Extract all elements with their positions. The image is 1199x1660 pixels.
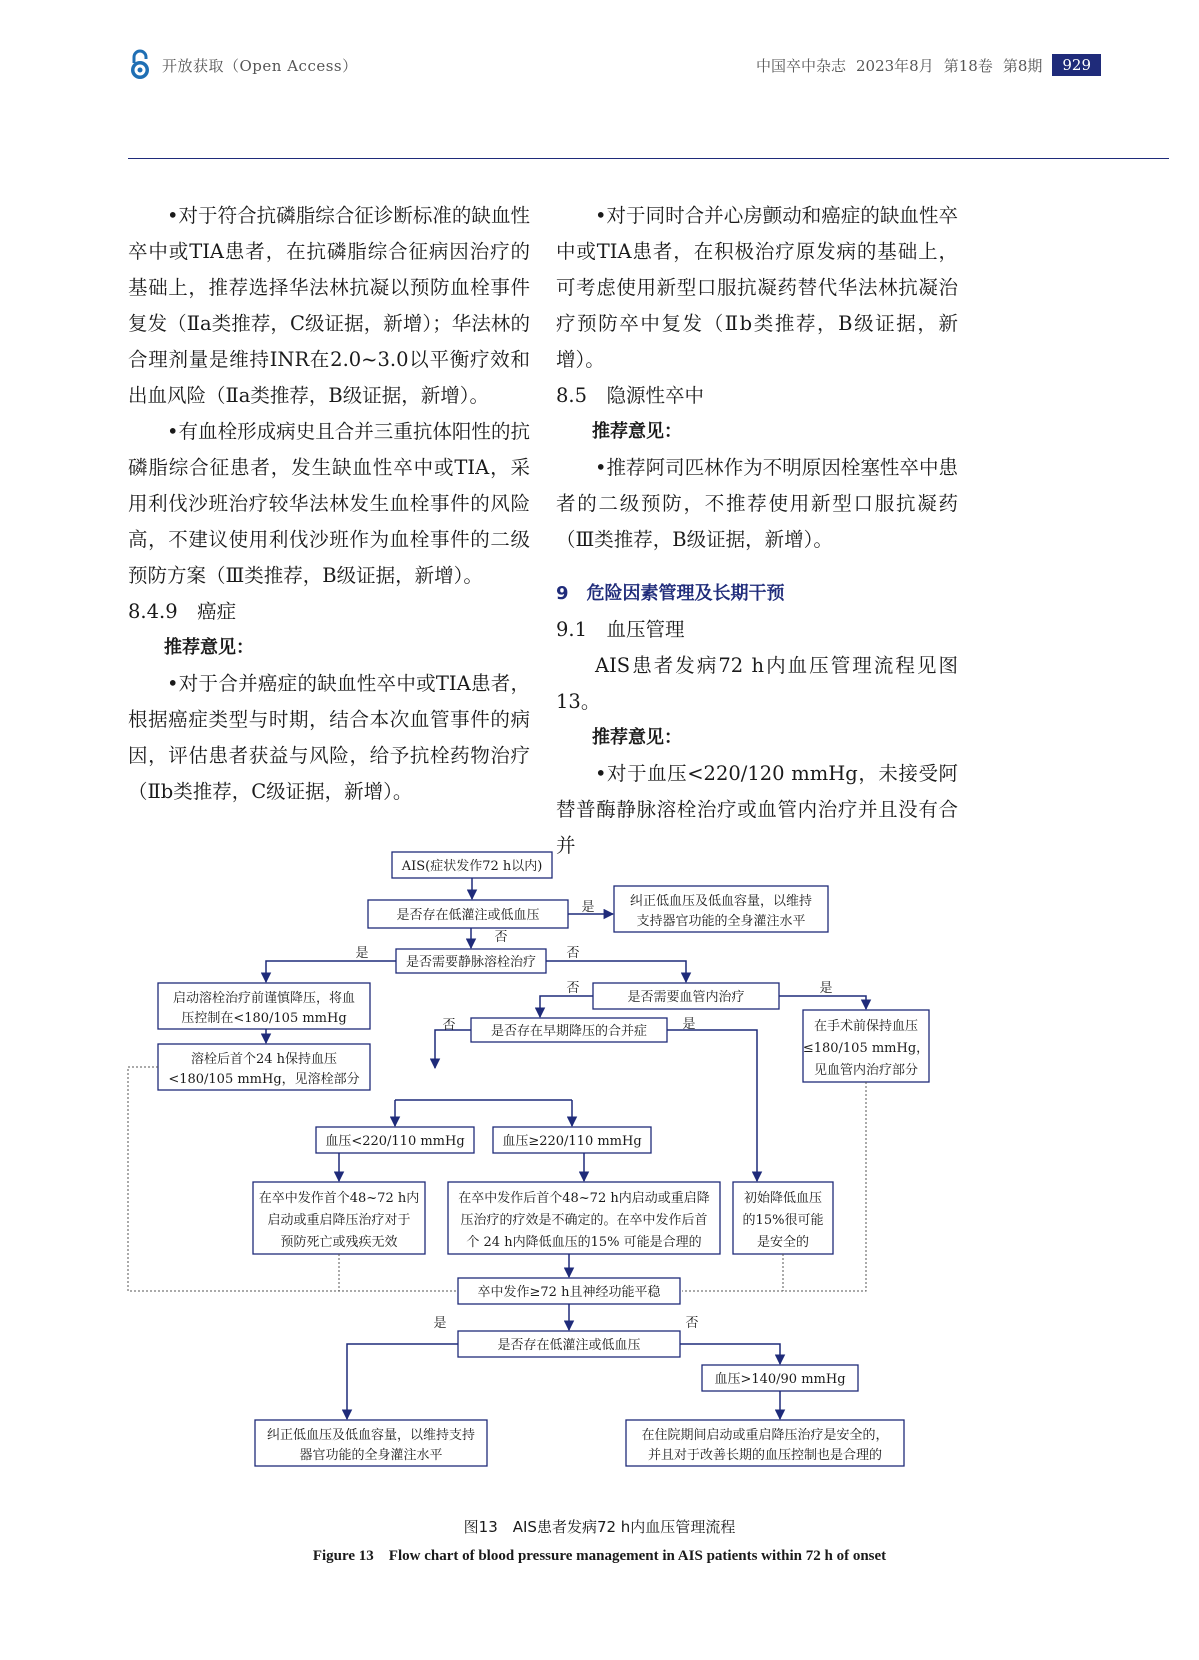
svg-text:压治疗的疗效是不确定的。在卒中发作后首: 压治疗的疗效是不确定的。在卒中发作后首 — [460, 1213, 708, 1228]
issue: 第8期 — [1002, 56, 1043, 75]
subsection-heading: 9.1 血压管理 — [556, 618, 685, 641]
svg-text:≤180/105 mmHg，: ≤180/105 mmHg， — [802, 1041, 930, 1056]
svg-text:血压<220/110 mmHg: 血压<220/110 mmHg — [325, 1134, 465, 1149]
paragraph: •对于同时合并心房颤动和癌症的缺血性卒中或TIA患者，在积极治疗原发病的基础上，可考虑使用新型口服抗凝药替代华法林抗凝治疗预防卒中复发（Ⅱb类推荐，B级证据，新增）。 — [556, 204, 958, 371]
flow-box-pre-ivt — [158, 983, 370, 1029]
svg-text:的15%很可能: 的15%很可能 — [742, 1213, 824, 1228]
header-right — [756, 54, 1101, 76]
open-access-label: 开放获取（Open Access） — [162, 56, 358, 75]
recommendation-label: 推荐意见： — [164, 637, 254, 658]
svg-text:并且对于改善长期的血压控制也是合理的: 并且对于改善长期的血压控制也是合理的 — [647, 1448, 883, 1463]
flow-box-bp-140 — [702, 1365, 858, 1391]
svg-text:溶栓后首个24 h保持血压: 溶栓后首个24 h保持血压 — [190, 1052, 338, 1067]
label-no: 否 — [566, 981, 580, 996]
flow-box-stable — [458, 1278, 680, 1304]
svg-text:是否需要血管内治疗: 是否需要血管内治疗 — [627, 990, 745, 1005]
paragraph: •推荐阿司匹林作为不明原因栓塞性卒中患者的二级预防，不推荐使用新型口服抗凝药（Ⅲ类推荐，B级证据，新增）。 — [556, 456, 958, 551]
label-yes: 是 — [682, 1017, 696, 1032]
svg-text:在住院期间启动或重启降压治疗是安全的，: 在住院期间启动或重启降压治疗是安全的， — [641, 1428, 889, 1443]
subsection-heading: 8.4.9 癌症 — [128, 600, 237, 623]
svg-text:在卒中发作首个48~72 h内: 在卒中发作首个48~72 h内 — [258, 1191, 420, 1206]
label-yes: 是 — [355, 946, 369, 961]
volume: 第18卷 — [943, 56, 993, 75]
svg-text:纠正低血压及低血容量，以维持支持: 纠正低血压及低血容量，以维持支持 — [266, 1428, 476, 1443]
svg-text:启动溶栓治疗前谨慎降压，将血: 启动溶栓治疗前谨慎降压，将血 — [172, 991, 356, 1006]
section-heading: 9 危险因素管理及长期干预 — [556, 583, 785, 604]
subsection-heading: 8.5 隐源性卒中 — [556, 384, 705, 407]
svg-text:是否存在低灌注或低血压: 是否存在低灌注或低血压 — [396, 908, 540, 923]
paragraph: •有血栓形成病史且合并三重抗体阳性的抗磷脂综合征患者，发生缺血性卒中或TIA，采用利伐沙班治疗较华法林发生血栓事件的风险高，不建议使用利伐沙班作为血栓事件的二级预防方案（Ⅲ类推荐，B级证据，新增）。 — [128, 420, 530, 587]
journal-name: 中国卒中杂志 — [755, 56, 846, 75]
figure-caption-en: Figure 13 Flow chart of blood pressure management in AIS patients within 72 h of onset — [312, 1548, 887, 1564]
flow-box-question-ivt — [396, 949, 546, 973]
svg-text:预防死亡或残疾无效: 预防死亡或残疾无效 — [280, 1235, 398, 1250]
flow-box-result-low — [253, 1182, 425, 1254]
label-yes: 是 — [819, 981, 833, 996]
svg-text:AIS(症状发作72 h以内): AIS(症状发作72 h以内) — [401, 859, 543, 874]
flow-box-bp-low — [316, 1127, 474, 1153]
svg-text:器官功能的全身灌注水平: 器官功能的全身灌注水平 — [299, 1448, 443, 1463]
svg-text:是否存在早期降压的合并症: 是否存在早期降压的合并症 — [490, 1024, 648, 1039]
flow-box-question-hypoperfusion — [368, 900, 568, 928]
svg-text:见血管内治疗部分: 见血管内治疗部分 — [813, 1063, 919, 1078]
header-left — [128, 48, 358, 82]
paragraph: AIS患者发病72 h内血压管理流程见图13。 — [556, 654, 958, 713]
left-column — [128, 198, 530, 810]
flow-box-result-comorbidity — [733, 1182, 833, 1254]
svg-text:纠正低血压及低血容量，以维持: 纠正低血压及低血容量，以维持 — [629, 894, 813, 909]
label-no: 否 — [442, 1018, 456, 1033]
svg-text:<180/105 mmHg，见溶栓部分: <180/105 mmHg，见溶栓部分 — [168, 1072, 360, 1087]
svg-text:压控制在<180/105 mmHg: 压控制在<180/105 mmHg — [181, 1011, 347, 1026]
flow-box-final — [626, 1420, 904, 1466]
label-yes: 是 — [581, 900, 595, 915]
page-number: 929 — [1052, 54, 1101, 76]
right-column — [556, 198, 958, 864]
flow-box-question-hypoperfusion-2 — [458, 1331, 680, 1357]
flow-box-pre-evt — [803, 1010, 929, 1082]
flow-box-correct-hypotension — [614, 886, 828, 932]
flow-box-bp-high — [493, 1127, 651, 1153]
label-no: 否 — [494, 930, 508, 945]
recommendation-label: 推荐意见： — [592, 421, 682, 442]
svg-text:是否需要静脉溶栓治疗: 是否需要静脉溶栓治疗 — [405, 955, 537, 970]
svg-text:是否存在低灌注或低血压: 是否存在低灌注或低血压 — [497, 1338, 641, 1353]
paragraph: •对于合并癌症的缺血性卒中或TIA患者，根据癌症类型与时期，结合本次血管事件的病因，评估患者获益与风险，给予抗栓药物治疗（Ⅱb类推荐，C级证据，新增）。 — [128, 672, 530, 803]
label-no: 否 — [685, 1316, 699, 1331]
recommendation-label: 推荐意见： — [592, 727, 682, 748]
flow-box-result-high — [448, 1182, 720, 1254]
open-access-lock-icon — [128, 49, 152, 81]
bp-management-flowchart — [0, 840, 1199, 1505]
svg-text:初始降低血压: 初始降低血压 — [743, 1191, 823, 1206]
issue-date: 2023年8月 — [856, 56, 934, 75]
label-yes: 是 — [433, 1316, 447, 1331]
header-rule — [128, 158, 1169, 159]
svg-text:血压>140/90 mmHg: 血压>140/90 mmHg — [714, 1372, 846, 1387]
paragraph: •对于符合抗磷脂综合征诊断标准的缺血性卒中或TIA患者，在抗磷脂综合征病因治疗的基础上，推荐选择华法林抗凝以预防血栓事件复发（Ⅱa类推荐，C级证据，新增）；华法林的合理剂量是维持INR在2.0~3.0以平衡疗效和出血风险（Ⅱa类推荐，B级证据，新增）。 — [128, 204, 530, 407]
svg-text:在卒中发作后首个48~72 h内启动或重启降: 在卒中发作后首个48~72 h内启动或重启降 — [458, 1191, 710, 1206]
figure-caption-cn: 图13 AIS患者发病72 h内血压管理流程 — [463, 1518, 736, 1536]
svg-text:启动或重启降压治疗对于: 启动或重启降压治疗对于 — [267, 1213, 411, 1228]
flow-box-post-ivt — [158, 1044, 370, 1090]
flow-box-question-evt — [593, 983, 779, 1009]
flow-box-correct-hypotension-2 — [255, 1420, 487, 1466]
svg-text:个 24 h内降低血压的15% 可能是合理的: 个 24 h内降低血压的15% 可能是合理的 — [466, 1235, 702, 1250]
svg-text:血压≥220/110 mmHg: 血压≥220/110 mmHg — [502, 1134, 642, 1149]
paragraph: •对于血压<220/120 mmHg，未接受阿替普酶静脉溶栓治疗或血管内治疗并且没有合并 — [556, 762, 958, 857]
flow-box-question-comorbidity — [471, 1018, 667, 1042]
svg-text:卒中发作≥72 h且神经功能平稳: 卒中发作≥72 h且神经功能平稳 — [477, 1285, 661, 1300]
svg-text:在手术前保持血压: 在手术前保持血压 — [813, 1019, 919, 1034]
svg-text:支持器官功能的全身灌注水平: 支持器官功能的全身灌注水平 — [636, 914, 806, 929]
label-no: 否 — [566, 946, 580, 961]
svg-text:是安全的: 是安全的 — [756, 1235, 810, 1250]
flow-box-start — [392, 852, 552, 878]
